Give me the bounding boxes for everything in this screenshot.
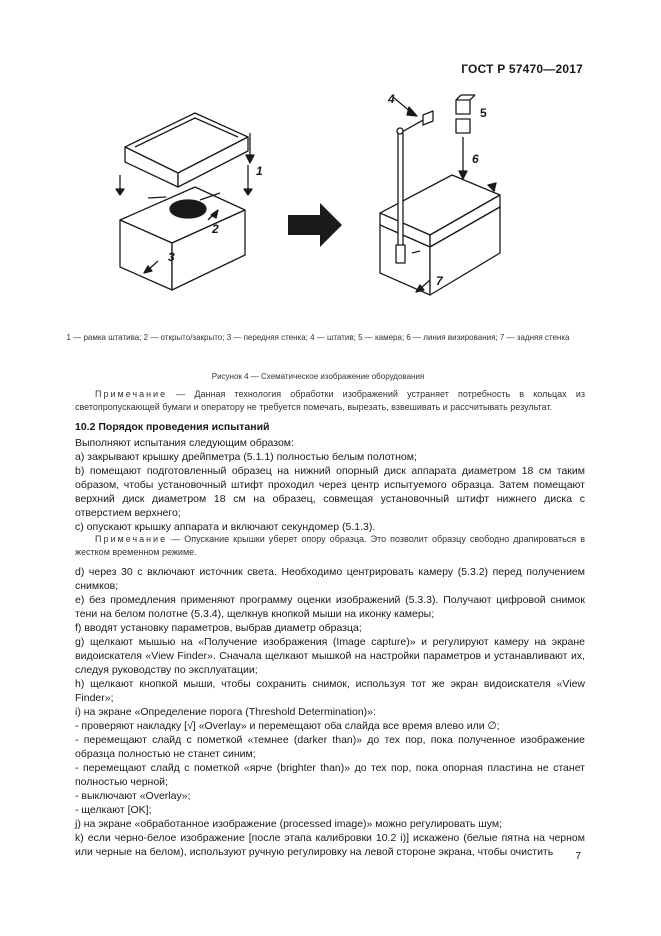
step-i-1: - проверяют накладку [√] «Overlay» и перемещают оба слайда все время влево или ∅;	[75, 720, 500, 732]
step-f: f) вводят установку параметров, выбрав диаметр образца;	[75, 622, 362, 634]
step-intro: Выполняют испытания следующим образом:	[75, 437, 294, 449]
step-c: c) опускают крышку аппарата и включают секундомер (5.1.3).	[75, 521, 376, 533]
note-2-text: — Опускание крышки уберет опору образца. Это позволит образцу свободно драпироваться в жестком временном режиме.	[75, 534, 585, 557]
left-lid-frame	[125, 113, 248, 187]
label-3: 3	[168, 250, 175, 264]
figure-caption: Рисунок 4 — Схематическое изображение оборудования	[211, 372, 425, 381]
step-a: a) закрывают крышку дрейпметра (5.1.1) полностью белым полотном;	[75, 451, 417, 463]
note-1-prefix: Примечание	[95, 389, 168, 399]
label-4: 4	[388, 92, 395, 106]
note-2-prefix: Примечание	[95, 534, 168, 544]
document-header: ГОСТ Р 57470—2017	[461, 62, 583, 76]
label-7: 7	[436, 274, 443, 288]
step-b: b) помещают подготовленный образец на нижний опорный диск аппарата диаметром 18 см таким образом, чтобы установочный штифт проходил через центр испытуемого образца. Затем помещают верхний диск диаметром 18 см на образец, совмещая установочный штифт нижнего диска с отверстием верхнего;	[75, 465, 585, 519]
note-1	[75, 388, 585, 414]
camera	[456, 95, 475, 133]
step-j: j) на экране «обработанное изображение (processed image)» можно регулировать шум;	[75, 818, 502, 830]
step-i-3: - перемещают слайд с пометкой «ярче (brighter than)» до тех пор, пока опорная пластина не станет полностью черной;	[75, 762, 585, 788]
step-k: k) если черно-белое изображение [после этапа калибровки 10.2 i)] искажено (белые пятна на черном или черные на белом), используют ручную регулировку на левой стороне экрана, чтобы очистить	[75, 832, 585, 858]
step-i-4: - выключают «Overlay»;	[75, 790, 191, 802]
step-i: i) на экране «Определение порога (Threshold Determination)»:	[75, 706, 376, 718]
note-1-text: — Данная технология обработки изображений устраняет потребность в кольцах из светопропускающей бумаги и оператору не требуется помечать, вырезать, взвешивать и рассчитывать результат.	[75, 389, 585, 412]
step-i-5: - щелкают [OK];	[75, 804, 152, 816]
figure-legend: 1 — рамка штатива; 2 — открыто/закрыто; 3 — передняя стенка; 4 — штатив; 5 — камера; 6 — линия визирования; 7 — задняя стенка	[66, 333, 570, 342]
page-number: 7	[575, 851, 581, 862]
transition-arrow	[288, 203, 342, 247]
step-d: d) через 30 с включают источник света. Необходимо центрировать камеру (5.3.2) перед получением снимков;	[75, 566, 585, 592]
label-2: 2	[212, 222, 219, 236]
steps-block-b	[75, 565, 585, 859]
label-6: 6	[472, 152, 479, 166]
equipment-figure	[80, 85, 600, 310]
step-e: e) без промедления применяют программу оценки изображений (5.3.3). Получают цифровой снимок тени на белом полотне (5.3.4), щелкнув кнопкой мыши на иконку камеры;	[75, 594, 585, 620]
note-2	[75, 533, 585, 559]
section-title: 10.2 Порядок проведения испытаний	[75, 421, 270, 433]
label-1: 1	[256, 164, 263, 178]
step-h: h) щелкают кнопкой мыши, чтобы сохранить снимок, используя тот же экран видоискателя «View Finder»;	[75, 678, 585, 704]
steps-block-a	[75, 436, 585, 534]
step-g: g) щелкают мышью на «Получение изображения (Image capture)» и регулируют камеру на экране видоискателя «View Finder». Сначала щелкают мышкой на настройки параметров и устанавливают их, следуя руководству по эксплуатации;	[75, 636, 585, 676]
left-box	[120, 187, 245, 290]
step-i-2: - перемещают слайд с пометкой «темнее (darker than)» до тех пор, пока полученное изображение образца полностью не станет синим;	[75, 734, 585, 760]
label-5: 5	[480, 106, 487, 120]
